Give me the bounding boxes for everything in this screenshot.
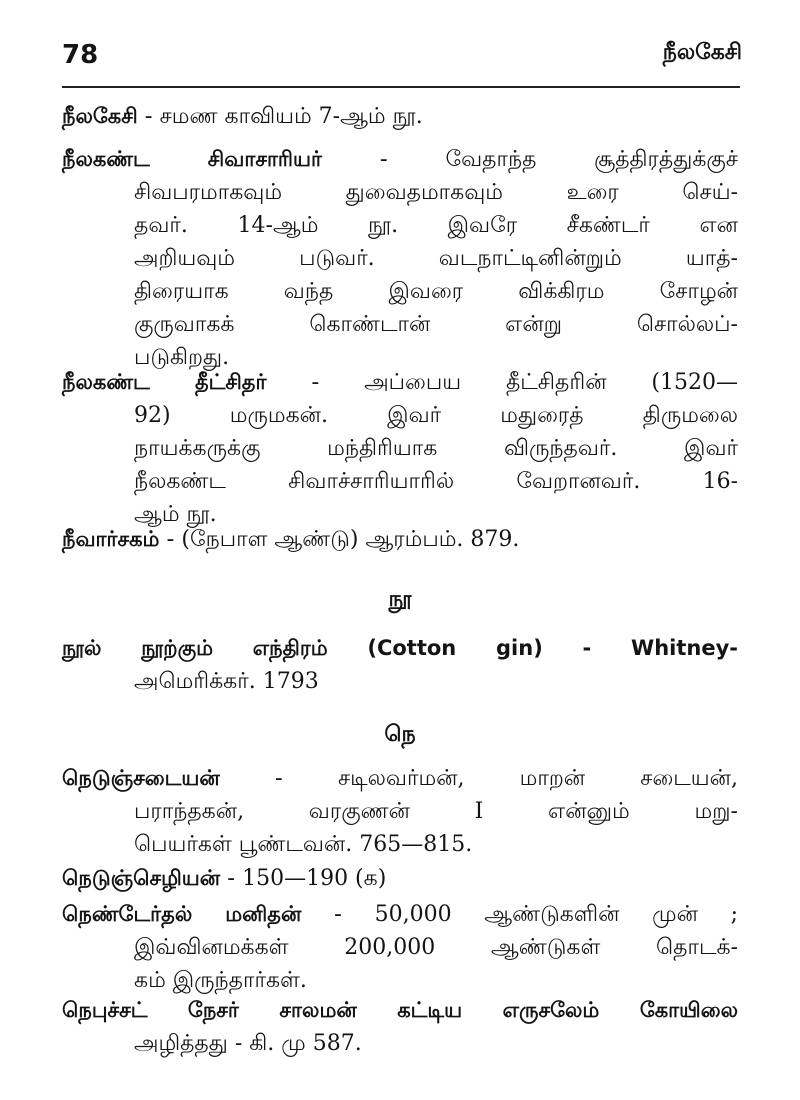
entry-text: ஆம் நூ. (134, 502, 217, 527)
entry-text: பெயர்கள் பூண்டவன். 765—815. (134, 832, 473, 857)
entry-text: சிவபரமாகவும் துவைதமாகவும் உரை செய்- (134, 180, 738, 205)
entry-text: நாயக்கருக்கு மந்திரியாக விருந்தவர். இவர் (134, 436, 738, 461)
entry-text: (நேபாள ஆண்டு) ஆரம்பம். 879. (181, 527, 520, 552)
entry-headword: நெடுஞ்சடையன் (62, 766, 220, 790)
entry-nivarsakam (62, 523, 738, 556)
entry-cotton-gin (62, 632, 738, 698)
entry-headword: நெண்டேர்தல் மனிதன் (62, 902, 302, 926)
entry-text: 150—190 (க) (242, 866, 387, 891)
entry-text: நீலகண்ட சிவாச்சாரியாரில் வேறானவர். 16- (134, 469, 738, 494)
entry-text: 50,000 ஆண்டுகளின் முன் ; (374, 902, 738, 927)
entry-separator: - (301, 902, 375, 927)
entry-text: அறியவும் படுவர். வடநாட்டினின்றும் யாத்- (134, 246, 738, 271)
entry-nedunjeliyan (62, 862, 738, 895)
entry-text: அப்பைய தீட்சிதரின் (1520— (364, 370, 739, 395)
entry-text: சமண காவியம் 7-ஆம் நூ. (159, 104, 423, 129)
entry-neanderthal-man (62, 898, 738, 997)
entry-text: பராந்தகன், வரகுணன் I என்னும் மறு- (134, 799, 738, 824)
entry-headword: நெபுச்சட் நேசர் சாலமன் கட்டிய எருசலேம் கோயிலை (62, 998, 738, 1022)
page-header (62, 40, 742, 80)
entry-text: அழித்தது - கி. மு 587. (134, 1031, 362, 1056)
entry-text: 92) மருமகன். இவர் மதுரைத் திருமலை (134, 403, 738, 428)
entry-headword: நீலகண்ட தீட்சிதர் (62, 370, 267, 394)
entry-nebuchadnezzar (62, 994, 738, 1060)
entry-separator: - (137, 104, 160, 129)
entry-text: இவ்வினமக்கள் 200,000 ஆண்டுகள் தொடக்- (134, 935, 738, 960)
entry-separator: - (322, 147, 446, 172)
entry-headword: நூல் நூற்கும் எந்திரம் (Cotton gin) - Whitney- (62, 636, 738, 660)
entry-text: சடிலவர்மன், மாறன் சடையன், (337, 766, 738, 791)
header-rule (62, 86, 740, 88)
section-heading-noo: நூ (388, 587, 412, 612)
section-heading-ne: நெ (384, 722, 416, 747)
entry-separator: - (219, 766, 338, 791)
entry-text: படுகிறது. (134, 345, 230, 370)
entry-separator: - (159, 527, 182, 552)
entry-text: தவர். 14-ஆம் நூ. இவரே சீகண்டர் என (134, 213, 738, 238)
entry-text: குருவாகக் கொண்டான் என்று சொல்லப்- (134, 312, 738, 337)
page-number: 78 (62, 40, 99, 70)
entry-text: வேதாந்த சூத்திரத்துக்குச் (445, 147, 738, 172)
entry-text: திரையாக வந்த இவரை விக்கிரம சோழன் (134, 279, 738, 304)
entry-nedunjadaiyan (62, 762, 738, 861)
entry-neelakanda-sivacharya (62, 143, 738, 374)
entry-text: கம் இருந்தார்கள். (134, 968, 307, 993)
running-head: நீலகேசி (662, 40, 742, 65)
entry-headword: நீலகேசி (62, 104, 138, 128)
entry-neelakesi (62, 100, 738, 133)
entry-neelakanda-deekshitar (62, 366, 738, 531)
entry-text: அமெரிக்கர். 1793 (134, 669, 319, 694)
entry-separator: - (220, 866, 243, 891)
entry-separator: - (266, 370, 365, 395)
entry-headword: நீலகண்ட சிவாசாரியர் (62, 147, 323, 171)
entry-headword: நெடுஞ்செழியன் (62, 866, 221, 890)
entry-headword: நீவார்சகம் (62, 527, 160, 551)
